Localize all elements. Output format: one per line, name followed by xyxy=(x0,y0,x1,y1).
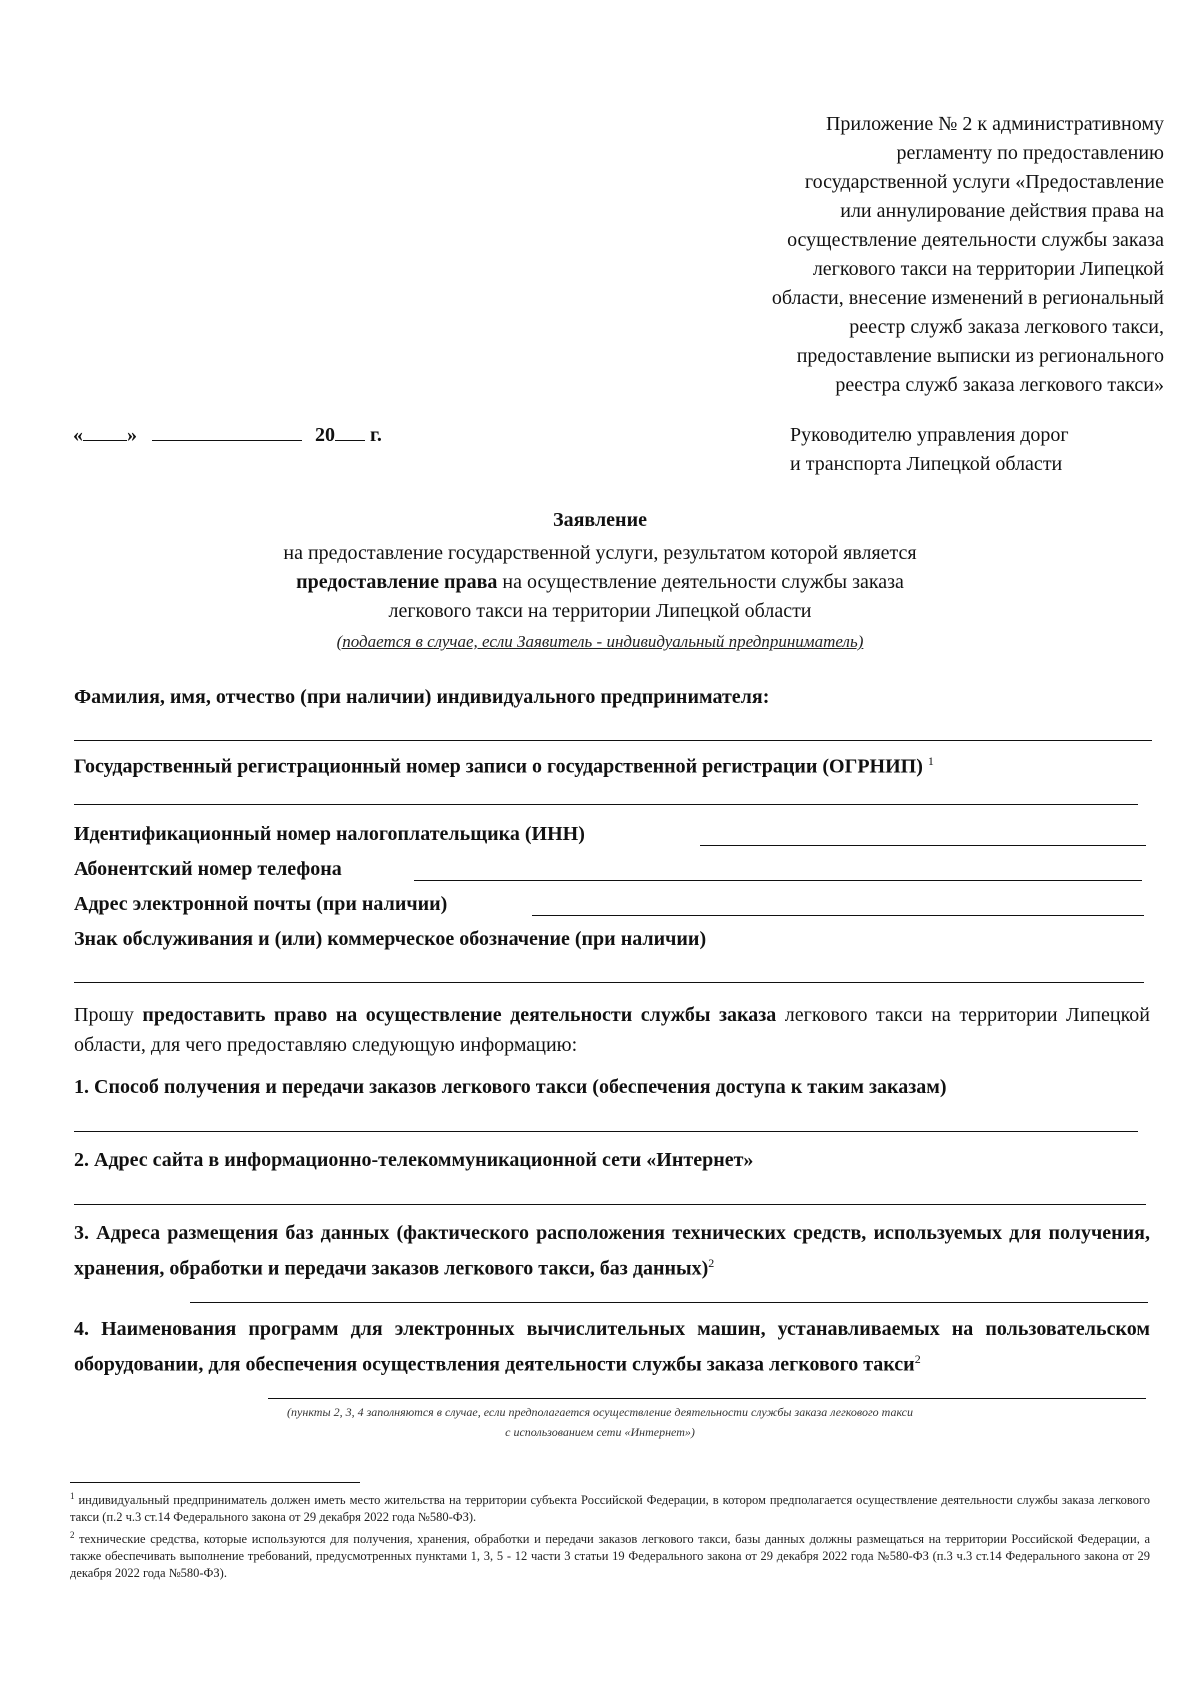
item-4 xyxy=(74,1314,1150,1380)
addressee xyxy=(790,421,1069,479)
footnote-ref: 2 xyxy=(708,1256,715,1270)
fio-field[interactable] xyxy=(74,740,1152,741)
footnotes xyxy=(70,1488,1150,1583)
request-text: Прошу xyxy=(74,1004,143,1026)
request-text-rest: легкового такси на территории Липецкой области, для чего предоставляю следующую информацию: xyxy=(74,1004,1150,1056)
subtitle-line: легкового такси на территории Липецкой области xyxy=(388,600,812,622)
appendix-header xyxy=(644,110,1164,400)
document-subtitle xyxy=(0,539,1200,626)
appendix-line: предоставление выписки из регионального xyxy=(796,345,1164,367)
service-mark-label: Знак обслуживания и (или) коммерческое обозначение (при наличии) xyxy=(74,928,707,950)
subtitle-line: на предоставление государственной услуги, результатом которой является xyxy=(283,542,917,564)
subtitle-bold: предоставление права xyxy=(296,571,498,593)
footnote-1 xyxy=(70,1488,1150,1526)
subtitle-rest: на осуществление деятельности службы заказа xyxy=(497,571,904,593)
service-mark-field[interactable] xyxy=(74,982,1144,983)
date-close-quote: » xyxy=(127,424,137,446)
item-1: 1. Способ получения и передачи заказов легкового такси (обеспечения доступа к таким заказам) xyxy=(74,1076,947,1098)
item-3 xyxy=(74,1218,1150,1284)
month-blank[interactable] xyxy=(152,422,302,441)
appendix-line: или аннулирование действия права на xyxy=(840,200,1164,222)
item-3-text: 3. Адреса размещения баз данных (фактического расположения технических средств, используемых для получения, хранения, обработки и передачи заказов легкового такси, баз данных) xyxy=(74,1222,1150,1280)
phone-field[interactable] xyxy=(414,880,1142,881)
footnote-mark: 2 xyxy=(70,1530,75,1541)
year-prefix: 20 xyxy=(315,424,335,446)
email-field[interactable] xyxy=(532,915,1144,916)
fio-label: Фамилия, имя, отчество (при наличии) индивидуального предпринимателя: xyxy=(74,686,770,708)
appendix-line: Приложение № 2 к административному xyxy=(825,113,1164,135)
date-open-quote: « xyxy=(73,424,83,446)
request-paragraph xyxy=(74,1000,1150,1060)
items-note-line: с использованием сети «Интернет») xyxy=(505,1425,695,1439)
ogrnip-label xyxy=(74,754,934,779)
year-suffix: г. xyxy=(365,424,382,446)
item-4-text: 4. Наименования программ для электронных вычислительных машин, устанавливаемых на пользовательском оборудовании, для обеспечения осуществления деятельности службы заказа легкового такси xyxy=(74,1318,1150,1376)
appendix-line: реестра служб заказа легкового такси» xyxy=(835,374,1164,396)
day-blank[interactable] xyxy=(83,422,127,441)
addressee-line: и транспорта Липецкой области xyxy=(790,453,1063,475)
applicant-note: (подается в случае, если Заявитель - индивидуальный предприниматель) xyxy=(336,632,864,651)
inn-label: Идентификационный номер налогоплательщика (ИНН) xyxy=(74,823,585,845)
ogrnip-field[interactable] xyxy=(74,804,1138,805)
footnote-mark: 1 xyxy=(70,1491,75,1501)
request-bold: предоставить право на осуществление деятельности службы заказа xyxy=(142,1004,777,1026)
ogrnip-text: Государственный регистрационный номер записи о государственной регистрации (ОГРНИП) xyxy=(74,755,923,778)
item-2-field[interactable] xyxy=(74,1204,1146,1205)
document-title: Заявление xyxy=(553,509,647,531)
footnote-ref: 2 xyxy=(914,1352,921,1366)
appendix-line: легкового такси на территории Липецкой xyxy=(812,258,1164,280)
footnote-text: технические средства, которые используются для получения, хранения, обработки и передачи заказов легкового такси, базы данных должны размещаться на территории Российской Федерации, а также обеспечивать выполнение требований, предусмотренных пунктами 1, 3, 5 - 12 части 3 статьи 19 Федерального закона от 29 декабря 2022 года №580-ФЗ (п.3 ч.3 ст.14 Федерального закона от 29 декабря 2022 года №580-ФЗ). xyxy=(70,1532,1150,1581)
item-4-field[interactable] xyxy=(268,1398,1146,1399)
appendix-line: реестр служб заказа легкового такси, xyxy=(849,316,1164,338)
items-note-line: (пункты 2, 3, 4 заполняются в случае, если предполагается осуществление деятельности службы заказа легкового такси xyxy=(287,1405,913,1419)
year-blank[interactable] xyxy=(335,422,365,441)
subtitle-line xyxy=(0,568,1200,597)
footnote-divider xyxy=(70,1482,360,1483)
phone-label: Абонентский номер телефона xyxy=(74,858,342,880)
item-3-field[interactable] xyxy=(190,1302,1148,1303)
appendix-line: регламенту по предоставлению xyxy=(896,142,1164,164)
items-note xyxy=(0,1402,1200,1442)
email-label: Адрес электронной почты (при наличии) xyxy=(74,893,448,915)
appendix-line: области, внесение изменений в региональный xyxy=(771,287,1164,309)
footnote-text: индивидуальный предприниматель должен иметь место жительства на территории субъекта Российской Федерации, в котором предполагается осуществление деятельности службы заказа легкового такси (п.2 ч.3 ст.14 Федерального закона от 29 декабря 2022 года №580-ФЗ). xyxy=(70,1493,1150,1525)
appendix-line: государственной услуги «Предоставление xyxy=(804,171,1164,193)
footnote-ref: 1 xyxy=(927,754,934,768)
item-1-field[interactable] xyxy=(74,1131,1138,1132)
inn-field[interactable] xyxy=(700,845,1146,846)
item-2: 2. Адрес сайта в информационно-телекоммуникационной сети «Интернет» xyxy=(74,1149,754,1171)
footnote-2 xyxy=(70,1527,1150,1582)
date-line xyxy=(73,422,382,447)
addressee-line: Руководителю управления дорог xyxy=(790,424,1069,446)
appendix-line: осуществление деятельности службы заказа xyxy=(787,229,1164,251)
